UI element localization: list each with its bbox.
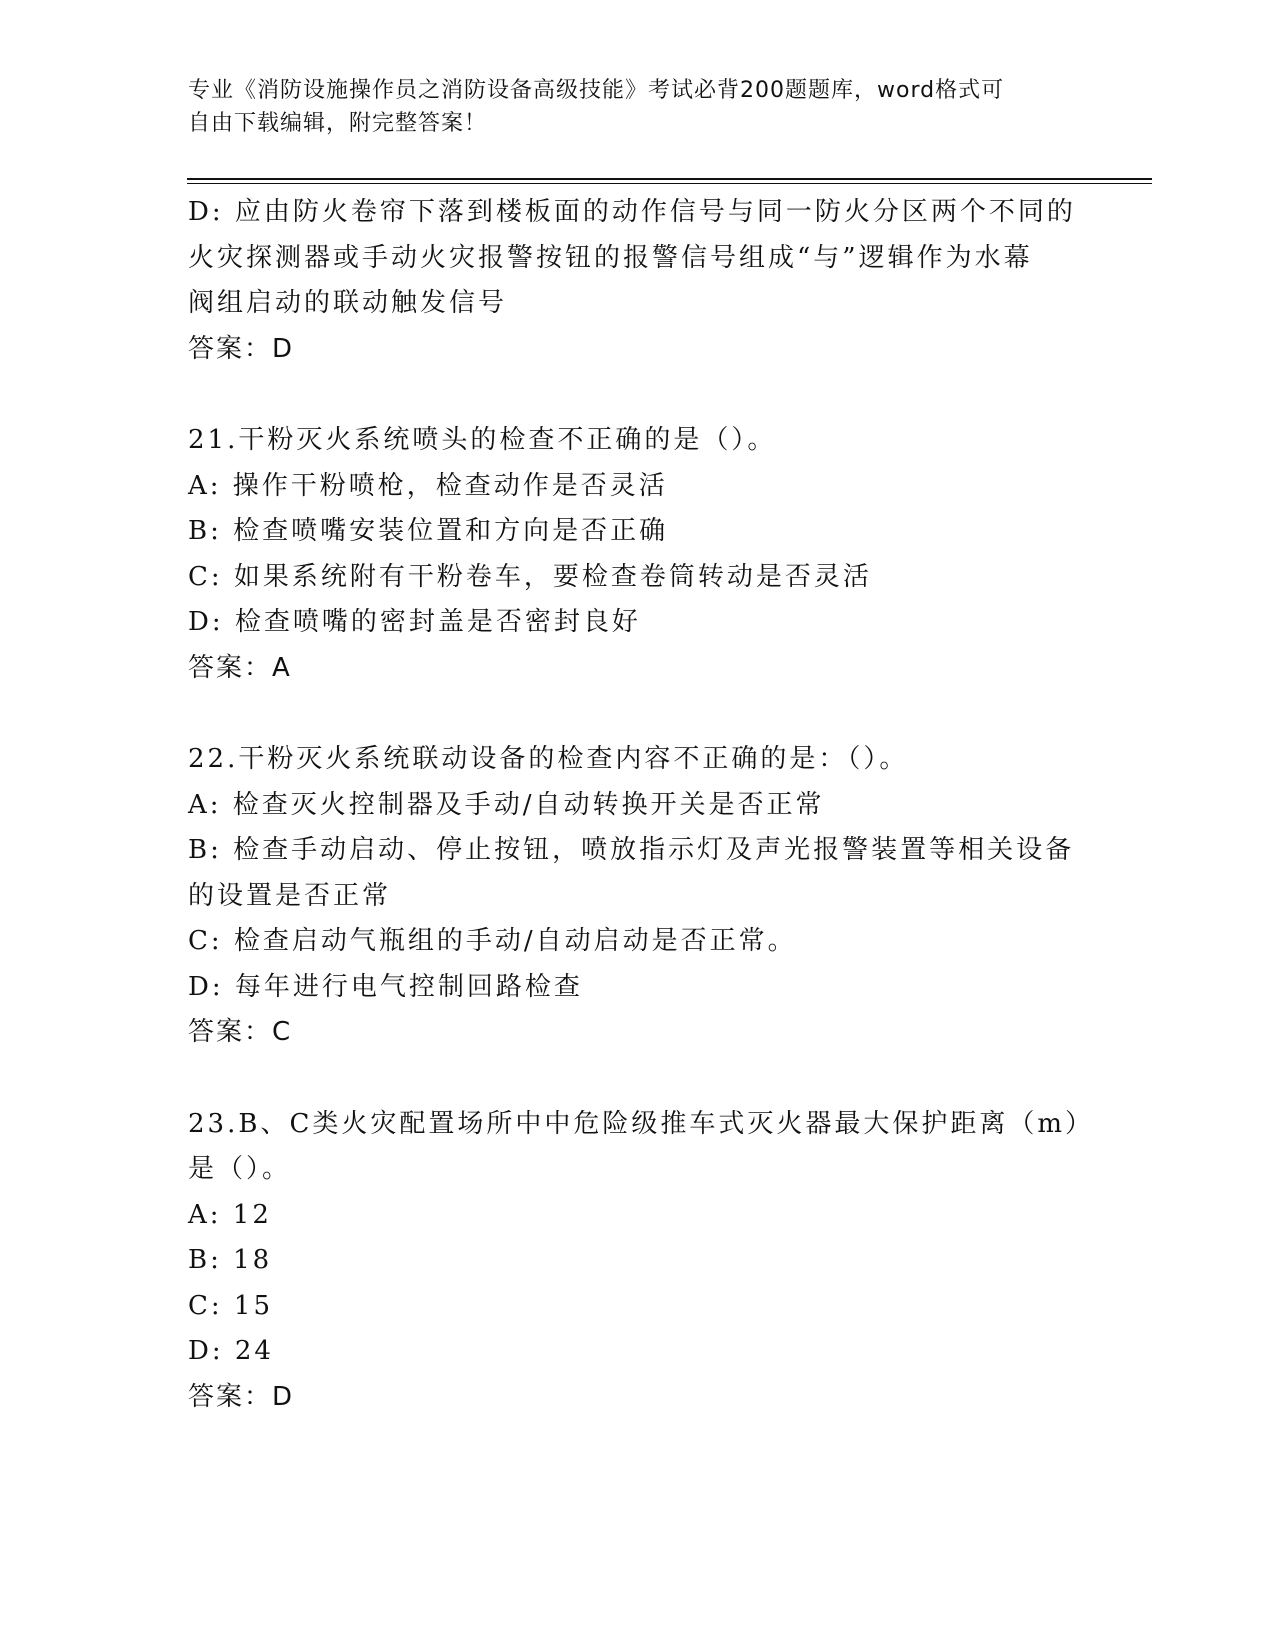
option-c: C: 如果系统附有干粉卷车，要检查卷筒转动是否灵活 <box>188 561 872 592</box>
header-line-2: 自由下载编辑，附完整答案！ <box>188 111 488 136</box>
option-b: B: 检查手动启动、停止按钮，喷放指示灯及声光报警装置等相关设备 <box>188 835 1075 865</box>
question-22 <box>188 737 1088 1056</box>
question-23 <box>188 1102 1095 1421</box>
document-header <box>188 74 1068 140</box>
answer-line: 答案：D <box>188 1381 295 1412</box>
option-c: C: 检查启动气瓶组的手动/自动启动是否正常。 <box>188 926 797 956</box>
option-d: D: 24 <box>188 1336 274 1366</box>
spacer <box>188 372 1088 418</box>
question-stem: 23.B、C类火灾配置场所中中危险级推车式灭火器最大保护距离（m） <box>188 1108 1095 1139</box>
question-stem-continued: 是（）。 <box>188 1154 292 1184</box>
question-21 <box>188 418 1088 691</box>
answer-line: 答案：D <box>188 333 295 364</box>
header-divider-thick <box>187 178 1152 180</box>
spacer <box>188 691 1088 737</box>
header-line-1: 专业《消防设施操作员之消防设备高级技能》考试必背200题题库，word格式可 <box>188 78 1005 103</box>
question-stem: 22.干粉灭火系统联动设备的检查内容不正确的是：（）。 <box>188 744 909 774</box>
header-divider-thin <box>187 183 1152 184</box>
option-b: B: 检查喷嘴安装位置和方向是否正确 <box>188 516 669 546</box>
answer-line: 答案：A <box>188 652 292 683</box>
option-line: 火灾探测器或手动火灾报警按钮的报警信号组成“与”逻辑作为水幕 <box>188 242 1033 273</box>
spacer <box>188 1056 1088 1102</box>
question-stem: 21.干粉灭火系统喷头的检查不正确的是（）。 <box>188 425 777 455</box>
option-a: A: 操作干粉喷枪，检查动作是否灵活 <box>188 470 668 501</box>
answer-line: 答案：C <box>188 1017 293 1047</box>
option-line: D: 应由防火卷帘下落到楼板面的动作信号与同一防火分区两个不同的 <box>188 197 1076 227</box>
option-a: A: 检查灭火控制器及手动/自动转换开关是否正常 <box>188 789 825 820</box>
option-d: D: 每年进行电气控制回路检查 <box>188 971 583 1002</box>
option-d: D: 检查喷嘴的密封盖是否密封良好 <box>188 607 641 637</box>
option-a: A: 12 <box>188 1199 272 1230</box>
option-b-continued: 的设置是否正常 <box>188 880 392 911</box>
previous-question-tail <box>188 190 1088 372</box>
option-b: B: 18 <box>188 1245 273 1275</box>
option-line: 阀组启动的联动触发信号 <box>188 288 508 318</box>
option-c: C: 15 <box>188 1290 274 1321</box>
question-content <box>188 190 1095 1420</box>
